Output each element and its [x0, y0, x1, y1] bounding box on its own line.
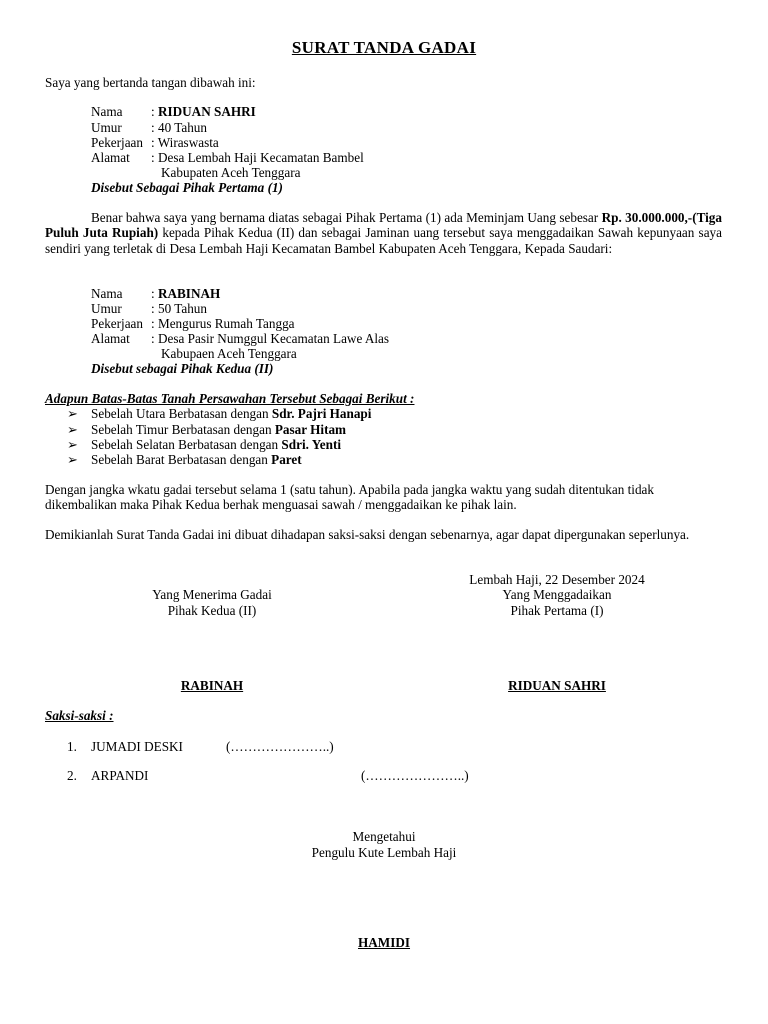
nama-label: Nama — [91, 286, 123, 301]
pekerjaan-label: Pekerjaan — [91, 135, 143, 150]
arrow-bullet-icon: ➢ — [67, 406, 78, 421]
arrow-bullet-icon: ➢ — [67, 452, 78, 467]
nama-label: Nama — [91, 104, 123, 119]
signature-name: RIDUAN SAHRI — [508, 678, 606, 693]
pekerjaan-label: Pekerjaan — [91, 316, 143, 331]
witness-signature-line: (…………………..) — [226, 739, 334, 754]
list-item: Sebelah Selatan Berbatasan dengan Sdri. Yenti — [91, 437, 342, 452]
signature-role: Yang Menerima Gadai — [152, 587, 272, 602]
witness-signature-line: (…………………..) — [361, 768, 469, 783]
umur-value: : 50 Tahun — [151, 301, 207, 316]
jangka-paragraph: Dengan jangka wkatu gadai tersebut selama 1 (satu tahun). Apabila pada jangka waktu yang sudah ditentukan tidak dikembalikan maka Pihak Kedua berhak menguasai sawah / menggadaikan ke pihak lain. — [45, 482, 655, 513]
list-item: Sebelah Barat Berbatasan dengan Paret — [91, 452, 302, 467]
place-date: Lembah Haji, 22 Desember 2024 — [469, 572, 645, 587]
list-number: 2. — [67, 768, 77, 783]
alamat-value-line2: Kabupaten Aceh Tenggara — [161, 165, 301, 180]
pekerjaan-value: : Wiraswasta — [151, 135, 219, 150]
nama-value: : RIDUAN SAHRI — [151, 104, 256, 119]
pihak-pertama-designation: Disebut Sebagai Pihak Pertama (1) — [91, 180, 283, 195]
intro-text: Saya yang bertanda tangan dibawah ini: — [45, 75, 256, 90]
pihak-kedua-designation: Disebut sebagai Pihak Kedua (II) — [91, 361, 274, 376]
document-title: SURAT TANDA GADAI — [291, 38, 477, 57]
witness-name: JUMADI DESKI — [91, 739, 183, 754]
signature-party: Pihak Pertama (I) — [510, 603, 604, 618]
umur-label: Umur — [91, 301, 122, 316]
mengetahui-title: Pengulu Kute Lembah Haji — [311, 845, 457, 860]
umur-label: Umur — [91, 120, 122, 135]
mengetahui-name: HAMIDI — [357, 935, 411, 950]
alamat-value: : Desa Pasir Numggul Kecamatan Lawe Alas — [151, 331, 390, 346]
list-item: Sebelah Timur Berbatasan dengan Pasar Hitam — [91, 422, 347, 437]
list-number: 1. — [67, 739, 77, 754]
alamat-label: Alamat — [91, 150, 130, 165]
alamat-value-line2: Kabupaen Aceh Tenggara — [161, 346, 297, 361]
alamat-label: Alamat — [91, 331, 130, 346]
umur-value: : 40 Tahun — [151, 120, 207, 135]
arrow-bullet-icon: ➢ — [67, 437, 78, 452]
pekerjaan-value: : Mengurus Rumah Tangga — [151, 316, 295, 331]
list-item: Sebelah Utara Berbatasan dengan Sdr. Pajri Hanapi — [91, 406, 372, 421]
signature-name: RABINAH — [180, 678, 244, 693]
signature-party: Pihak Kedua (II) — [167, 603, 257, 618]
mengetahui-label: Mengetahui — [352, 829, 416, 844]
body-paragraph: Benar bahwa saya yang bernama diatas sebagai Pihak Pertama (1) ada Meminjam Uang sebesar Rp. 30.000.000,-(Tiga Puluh Juta Rupiah) kepada Pihak Kedua (II) dan sebagai Jaminan uang tersebut saya menggadaikan Sawah kepunyaan saya sendiri yang terletak di Desa Lembah Haji Kecamatan Bambel Kabupaten Aceh Tenggara, Kepada Saudari: — [45, 210, 722, 256]
alamat-value: : Desa Lembah Haji Kecamatan Bambel — [151, 150, 364, 165]
signature-role: Yang Menggadaikan — [502, 587, 612, 602]
arrow-bullet-icon: ➢ — [67, 422, 78, 437]
witness-name: ARPANDI — [91, 768, 149, 783]
batas-heading: Adapun Batas-Batas Tanah Persawahan Tersebut Sebagai Berikut : — [45, 391, 415, 406]
penutup-paragraph: Demikianlah Surat Tanda Gadai ini dibuat dihadapan saksi-saksi dengan sebenarnya, agar dapat dipergunakan seperlunya. — [45, 527, 690, 542]
nama-value: : RABINAH — [151, 286, 221, 301]
saksi-heading: Saksi-saksi : — [45, 708, 114, 723]
